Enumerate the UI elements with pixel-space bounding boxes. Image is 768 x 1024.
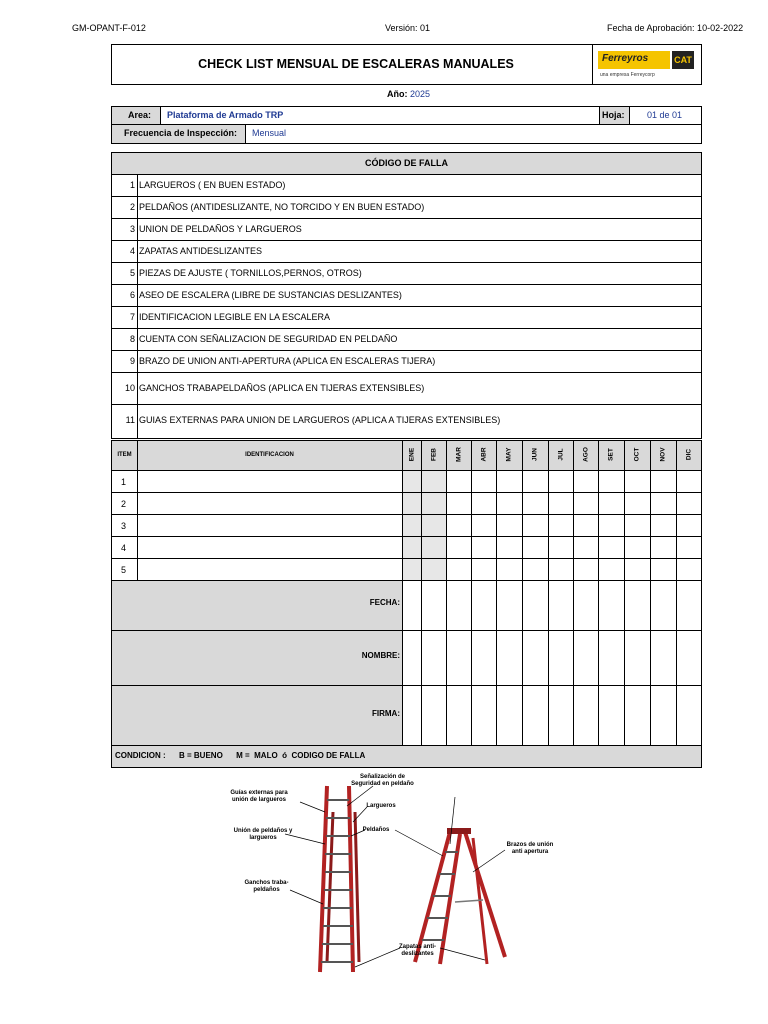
month-header-abr: ABR [480,447,487,462]
failure-code-text: LARGUEROS ( EN BUEN ESTADO) [139,179,286,190]
month-header-jul: JUL [557,448,564,461]
area-value[interactable]: Plataforma de Armado TRP [167,110,284,120]
failure-code-text: ZAPATAS ANTIDESLIZANTES [139,245,263,256]
frequency-row [111,125,702,144]
failure-code-text: BRAZO DE UNION ANTI-APERTURA (APLICA EN ESCALERAS TIJERA) [139,355,436,366]
failure-code-number: 1 [129,179,135,190]
item-header: ITEM [117,452,132,458]
failure-code-number: 11 [125,414,135,425]
monthly-grid [111,440,702,768]
label-largueros: Largueros [366,803,396,809]
failure-code-number: 3 [129,223,135,234]
month-header-mar: MAR [455,447,462,462]
sheet-value[interactable]: 01 de 01 [647,110,683,120]
item-number: 3 [121,521,127,531]
identification-field[interactable] [138,493,401,514]
identification-field[interactable] [138,515,401,536]
month-header-oct: OCT [633,447,641,462]
identification-field[interactable] [138,537,401,558]
failure-code-text: GUIAS EXTERNAS PARA UNION DE LARGUEROS (APLICA A TIJERAS EXTENSIBLES) [139,414,501,425]
page-title: CHECK LIST MENSUAL DE ESCALERAS MANUALES [198,57,514,71]
failure-code-text: PELDAÑOS (ANTIDESLIZANTE, NO TORCIDO Y EN BUEN ESTADO) [139,201,425,212]
month-header-ene: ENE [408,447,415,462]
label-union: Unión de peldaños y largueros [233,828,293,841]
extension-ladder-icon [320,786,359,972]
label-zapatas: Zapatas anti-deslizantes [398,944,436,957]
month-header-dic: DIC [685,448,692,461]
company-logo: Ferreyros CAT una empresa Ferreycorp [598,51,698,81]
month-header-jun: JUN [531,448,539,462]
area-label: Area: [128,110,152,120]
failure-code-number: 6 [129,289,135,300]
item-number: 1 [121,477,127,487]
label-ganchos: Ganchos traba-peldaños [244,880,289,893]
failure-code-number: 8 [129,333,135,344]
failure-code-text: UNION DE PELDAÑOS Y LARGUEROS [139,223,302,234]
failure-code-number: 5 [129,267,135,278]
label-brazos: Brazos de unión anti apertura [506,842,554,855]
year-value: 2025 [410,89,431,99]
label-guias: Guías externas para unión de largueros [230,790,288,803]
failure-code-title: CÓDIGO DE FALLA [365,158,448,168]
item-number: 2 [121,499,127,509]
failure-code-text: IDENTIFICACION LEGIBLE EN LA ESCALERA [139,311,331,322]
identification-field[interactable] [138,471,401,492]
document-code: GM-OPANT-F-012 [72,23,146,33]
failure-code-number: 9 [129,355,135,366]
failure-code-text: ASEO DE ESCALERA (LIBRE DE SUSTANCIAS DESLIZANTES) [139,289,402,300]
frequency-label: Frecuencia de Inspección: [124,128,238,138]
approval-date: Fecha de Aprobación: 10-02-2022 [607,23,744,33]
month-header-nov: NOV [659,447,667,462]
title-box [111,44,702,85]
item-number: 4 [121,543,127,553]
failure-code-number: 2 [129,201,135,212]
failure-code-table [111,152,702,439]
failure-code-text: PIEZAS DE AJUSTE ( TORNILLOS,PERNOS, OTROS) [139,267,362,278]
label-peldanos: Peldaños [362,827,390,833]
fecha-label: FECHA: [369,598,400,607]
nombre-label: NOMBRE: [361,651,400,660]
identification-field[interactable] [138,559,401,580]
area-row [111,106,702,125]
ladder-illustration [215,772,565,977]
condition-legend: CONDICION : B = BUENO M = MALO ó CODIGO DE FALLA [115,751,366,760]
failure-code-number: 7 [129,311,135,322]
frequency-value[interactable]: Mensual [252,128,287,138]
year-row [387,89,430,99]
identification-header: IDENTIFICACION [245,452,294,458]
failure-code-number: 10 [124,382,135,393]
firma-label: FIRMA: [372,709,400,718]
failure-code-text: CUENTA CON SEÑALIZACION DE SEGURIDAD EN PELDAÑO [139,333,398,344]
failure-code-number: 4 [129,245,135,256]
month-header-may: MAY [505,447,513,462]
sheet-label: Hoja: [602,110,625,120]
year-label: Año: [387,89,408,99]
month-header-set: SET [607,448,615,461]
label-senalizacion: Señalización de Seguridad en peldaño [351,774,414,787]
month-header-feb: FEB [430,448,437,461]
failure-code-text: GANCHOS TRABAPELDAÑOS (APLICA EN TIJERAS EXTENSIBLES) [139,382,425,393]
month-header-ago: AGO [582,447,589,462]
item-number: 5 [121,565,127,575]
document-version: Versión: 01 [385,23,431,33]
